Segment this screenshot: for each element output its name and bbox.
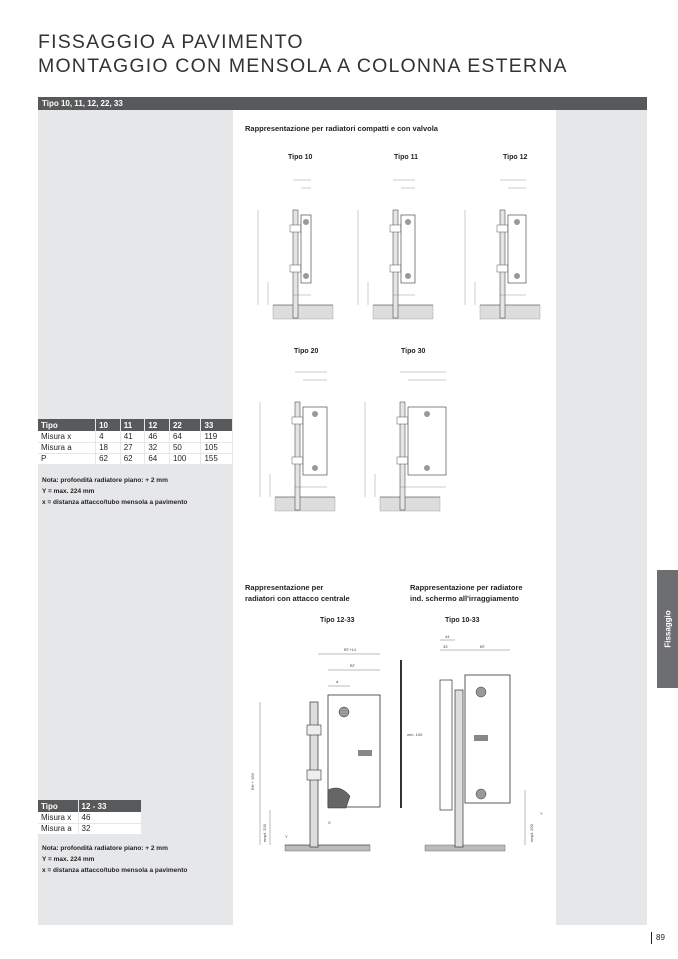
diagram-label-tipo10: Tipo 10 [288, 154, 313, 161]
heading-line: Rappresentazione per [245, 583, 324, 592]
diagram-label-tipo10-33: Tipo 10-33 [445, 617, 480, 624]
page-title [38, 30, 568, 78]
note-line: x = distanza attacco/tubo mensola a pavimento [42, 867, 188, 874]
dim-bt: BT [350, 663, 356, 668]
section2-heading-right [410, 582, 523, 604]
table-header-row [38, 800, 142, 812]
table-cell: Misura x [38, 431, 96, 442]
table-cell: 41 [120, 431, 145, 442]
diagram-label-tipo12-33: Tipo 12-33 [320, 617, 355, 624]
table-cell: Misura a [38, 442, 96, 453]
dim-bt-right: BT [480, 644, 486, 649]
table-cell: 62 [96, 453, 121, 464]
note-line: Nota: profondità radiatore piano: + 2 mm [42, 477, 168, 484]
table-row [38, 442, 233, 453]
table-cell: 100 [169, 453, 201, 464]
dim-y: Y [285, 834, 288, 839]
dim-a: a [336, 679, 339, 684]
table-cell: 62 [120, 453, 145, 464]
small-diagram [348, 170, 443, 330]
section-bar: Tipo 10, 11, 12, 22, 33 [38, 97, 647, 110]
section1-heading: Rappresentazione per radiatori compatti e con valvola [245, 124, 438, 133]
table-header: 33 [201, 419, 233, 431]
table-cell: 4 [96, 431, 121, 442]
side-tab[interactable] [657, 570, 678, 688]
table-cell: Misura x [38, 812, 78, 823]
table-cell: 64 [145, 453, 170, 464]
small-diagram [250, 362, 345, 522]
small-diagram [455, 170, 550, 330]
table-cell: P [38, 453, 96, 464]
heading-line: Rappresentazione per radiatore [410, 583, 523, 592]
note-line: Y = max. 224 mm [42, 488, 95, 495]
table-cell: 18 [96, 442, 121, 453]
note-line: Nota: profondità radiatore piano: + 2 mm [42, 845, 168, 852]
diagram-label-tipo12: Tipo 12 [503, 154, 528, 161]
table-row [38, 812, 142, 823]
table-header: 12 - 33 [78, 800, 142, 812]
table-cell: 64 [169, 431, 201, 442]
table-cell: 32 [145, 442, 170, 453]
table-header: 10 [96, 419, 121, 431]
table-header: Tipo [38, 419, 96, 431]
measure-table-2 [38, 800, 142, 835]
measure-table-1 [38, 419, 233, 465]
diagram-tipo10-33 [395, 630, 545, 870]
table-row [38, 823, 142, 834]
dim-bt14: BT+14 [344, 647, 356, 652]
small-diagram [248, 170, 343, 330]
table-cell: 46 [145, 431, 170, 442]
note-2 [42, 843, 187, 876]
table-cell: 32 [78, 823, 142, 834]
table-cell: 46 [78, 812, 142, 823]
diagram-tipo12-33 [240, 630, 390, 870]
note-1 [42, 475, 187, 508]
section2-heading-left [245, 582, 350, 604]
dim-empf-right: empf. 200 [529, 824, 534, 842]
dim-min100: min. 100 [407, 732, 423, 737]
table-row [38, 453, 233, 464]
table-cell: Misura a [38, 823, 78, 834]
dim-33: 33 [443, 644, 448, 649]
table-cell: 155 [201, 453, 233, 464]
heading-line: ind. schermo all'irraggiamento [410, 594, 519, 603]
table-cell: 105 [201, 442, 233, 453]
right-column [556, 110, 647, 925]
table-cell: 50 [169, 442, 201, 453]
dim-bh: BH + 160 [250, 773, 255, 790]
dim-y-right: Y [540, 811, 543, 816]
dim-44: 44 [445, 634, 450, 639]
table-header-row [38, 419, 233, 431]
title-line-1: FISSAGGIO A PAVIMENTO [38, 31, 304, 53]
table-header: 22 [169, 419, 201, 431]
note-line: x = distanza attacco/tubo mensola a pavimento [42, 499, 188, 506]
table-cell: 119 [201, 431, 233, 442]
dim-x: X [328, 820, 331, 825]
table-header: Tipo [38, 800, 78, 812]
table-cell: 27 [120, 442, 145, 453]
small-diagram [355, 362, 450, 522]
diagram-label-tipo11: Tipo 11 [394, 154, 418, 161]
side-tab-label: Fissaggio [663, 610, 672, 648]
diagram-label-tipo30: Tipo 30 [401, 348, 426, 355]
page-number: 89 [651, 932, 665, 944]
title-line-2: MONTAGGIO CON MENSOLA A COLONNA ESTERNA [38, 55, 568, 77]
floor-band [425, 845, 505, 851]
note-line: Y = max. 224 mm [42, 856, 95, 863]
table-row [38, 431, 233, 442]
dim-empf: empf. 200 [262, 824, 267, 842]
diagram-label-tipo20: Tipo 20 [294, 348, 319, 355]
floor-band [285, 845, 370, 851]
heading-line: radiatori con attacco centrale [245, 594, 350, 603]
table-header: 11 [120, 419, 145, 431]
table-header: 12 [145, 419, 170, 431]
shield [440, 680, 452, 810]
